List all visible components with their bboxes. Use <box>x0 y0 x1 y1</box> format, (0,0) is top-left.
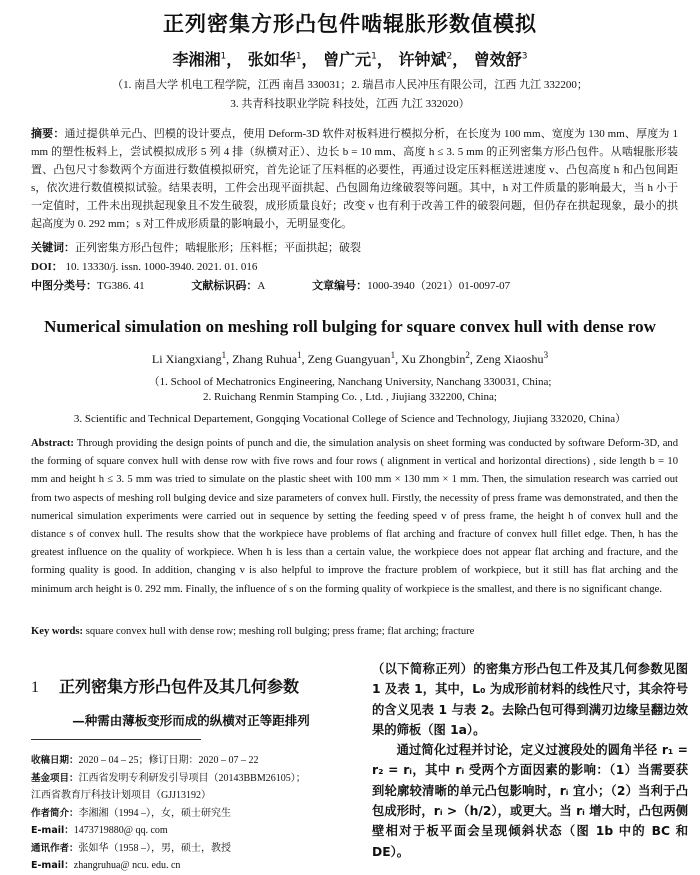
english-keywords <box>31 626 678 637</box>
english-author-list: Li Xiangxiang$^1$, Zhang Ruhua$^1$, Zeng Guangyuan$^1$, Xu Zhongbin$^2$, Zeng Xiaoshu$^3$ <box>151 350 549 366</box>
footnote-line <box>31 857 361 875</box>
footnote-text: 李湘湘（1994 –），女，硕士研究生 <box>78 807 232 819</box>
section-subtitle: —种需由薄板变形而成的纵横对正等距排列 <box>72 713 310 728</box>
doc-code-label: 文献标识码： <box>191 280 258 292</box>
section-number: 1 <box>31 679 39 696</box>
english-affiliation-line: （1. School of Mechatronics Engineering, Nanchang University, Nanchang 330031, China; <box>148 376 552 388</box>
class-label: 中图分类号： <box>31 280 97 292</box>
footnote-text: 1473719880@ qq. com <box>73 825 168 836</box>
author-name: 李湘湘 <box>172 50 221 69</box>
author-name: Xu Zhongbin <box>401 352 466 366</box>
doi-value: 10. 13330/j. issn. 1000-3940. 2021. 01. 016 <box>65 261 258 273</box>
author-affiliation-mark: 3 <box>521 51 528 62</box>
chinese-abstract <box>31 125 678 233</box>
footnote-line <box>31 752 361 770</box>
author-affiliation-mark: 2 <box>446 51 453 62</box>
chinese-affiliation-line: （1. 南昌大学 机电工程学院，江西 南昌 330031；2. 瑞昌市人民冲压有限公司，江西 九江 332200； <box>112 79 588 91</box>
section-heading <box>31 674 351 697</box>
footnote-label: E-mail： <box>31 825 74 836</box>
author-affiliation-mark: 1 <box>220 51 227 62</box>
abstract-text: 通过提供单元凸、凹模的设计要点，使用 Deform-3D 软件对板料进行模拟分析，在长度为 100 mm、宽度为 130 mm、厚度为 1 mm 的塑性板料上，尝试模拟成形 5 列 4 排（纵横对正）、边长 b = 10 mm、高度 h ≤ 3. 5 mm 的正列密集方形凸包件。从啮辊胀形装置、凸包尺寸参数两个方面进行数值模拟研究，首先论证了压料框的必要性，再通过设定压料框送进速度 v、凸包高度 h 和凸包间距 s，依次进行数值模拟试验。结果表明，工件会出现平面拱起、凸包圆角边缘破裂等问题。其中，h 对工件质量的影响最大，当 h 小于一定值时，工件未出现拱起现象且不发生破裂，成形质量良好；改变 v 也有利于改善工件的破裂问题，但仍存在拱起现象，最小的拱起高度为 0. 292 mm；s 对工件成形质量的影响最小，无明显变化。 <box>31 128 678 230</box>
author-name: 许钟斌 <box>398 50 447 69</box>
footnote-line <box>31 805 361 823</box>
english-title: Numerical simulation on meshing roll bulging for square convex hull with dense row <box>44 317 656 336</box>
footnote-label: 作者简介： <box>31 807 79 819</box>
author-name: Li Xiangxiang <box>151 352 222 366</box>
abstract-label: Abstract: <box>31 438 74 449</box>
right-column-body <box>372 659 688 862</box>
author-name: Zeng Xiaoshu <box>475 352 544 366</box>
doi-line <box>31 258 700 276</box>
section-title-text: 正列密集方形凸包件及其几何参数 <box>59 677 300 696</box>
doi-label: DOI： <box>31 261 63 273</box>
author-affiliation-mark: 1 <box>295 51 302 62</box>
footnote-text: 江西省教育厅科技计划项目（GJJ13192） <box>31 790 212 801</box>
footnote-label: 通讯作者： <box>31 842 79 854</box>
author-name: Zeng Guangyuan <box>307 352 391 366</box>
keywords-label: Key words: <box>31 626 84 637</box>
footnote-line <box>31 787 361 805</box>
classification-row <box>31 277 700 295</box>
body-paragraph: 通过简化过程并讨论，定义过渡段处的圆角半径 r₁ = r₂ = rᵢ，其中 rᵢ 受两个方面因素的影响：（1）当需要获到轮廓较清晰的单元凸包影响时，rᵢ 宜小；（2）当利于凸包成形时，rᵢ >（h/2），或更大。当 rᵢ 增大时，凸包两侧壁相对于板平面会呈现倾斜状态（图 1b 中的 BC 和 DE）。 <box>372 743 688 859</box>
keywords-text: square convex hull with dense row; meshing roll bulging; press frame; flat arching; fracture <box>85 626 475 637</box>
chinese-affiliation-line: 3. 共青科技职业学院 科技处，江西 九江 332020） <box>230 98 470 110</box>
author-name: 曾效舒 <box>473 50 522 69</box>
author-affiliation-mark: 1 <box>297 350 302 360</box>
author-affiliation-mark: 3 <box>543 350 549 360</box>
footnote-line <box>31 770 361 788</box>
author-affiliation-mark: 1 <box>390 350 396 360</box>
author-name: 曾广元 <box>323 50 372 69</box>
class-value: TG386. 41 <box>97 280 145 292</box>
footnote-line <box>31 822 361 840</box>
abstract-text: Through providing the design points of punch and die, the simulation analysis on sheet forming was conducted by software Deform-3D, and the forming of square convex hull with dense row with five rows and four rows ( alignment in vertical and horizontal directions) , side length b = 10 mm and height h ≤ 3. 5 mm was tried to simulate on the plastic sheet with 100 mm × 130 mm × 1 mm. Then, the simulation research was carried out from two aspects of meshing roll bulging device and size parameters of convex hull. Firstly, the necessity of press frame was demonstrated, and then the numerical simulation experiments were carried out in sequence by setting the feeding speed v of press frame, the height h of convex hull and the distance s of convex hull. The results show that the workpiece have problems of flat arching and fracture of convex hull fillet edge. Then, h has the greatest influence on the quality of workpiece. When h is less than a certain value, the workpiece does not appear flat arching and fracture, and the forming quality is good. In addition, changing v is also helpful to improve the fracture problem of workpiece, but it still has flat arching and the minimum arch height is 0. 292 mm. Finally, the influence of s on the forming quality of workpiece is the smallest, and there is no significant change. <box>31 438 678 595</box>
abstract-label: 摘要： <box>31 128 65 140</box>
keywords-label: 关键词： <box>31 242 75 254</box>
keywords-text: 正列密集方形凸包件；啮辊胀形；压料框；平面拱起；破裂 <box>75 242 361 254</box>
article-number-label: 文章编号： <box>312 280 368 292</box>
author-affiliation-mark: 1 <box>221 350 227 360</box>
author-affiliation-mark: 1 <box>371 51 377 62</box>
footnote-label: 基金项目： <box>31 772 79 784</box>
english-abstract <box>31 435 678 599</box>
english-affiliation-line: 3. Scientific and Technical Departement, Gongqing Vocational College of Science and Technology, Jiujiang 332020, China） <box>73 413 627 425</box>
footnote-label: E-mail： <box>31 860 74 871</box>
author-affiliation-mark: 2 <box>465 350 470 360</box>
footnote-text: 2020 – 04 – 25；修订日期：2020 – 07 – 22 <box>78 755 259 766</box>
author-name: 张如华 <box>247 50 296 69</box>
author-name: Zhang Ruhua <box>232 352 298 366</box>
footnote-text: 江西省发明专利研发引导项目（20143BBM26105）； <box>78 772 306 784</box>
chinese-author-list: 李湘湘$^1$， 张如华$^1$， 曾广元$^1$， 许钟斌$^2$， 曾效舒$^3$ <box>172 50 528 69</box>
footnote-text: 张如华（1958 –），男，硕士，教授 <box>78 842 232 854</box>
chinese-title: 正列密集方形凸包件啮辊胀形数值模拟 <box>163 12 537 36</box>
english-affiliation-line: 2. Ruichang Renmin Stamping Co. , Ltd. , Jiujiang 332200, China; <box>203 391 497 403</box>
chinese-keywords <box>31 239 700 257</box>
article-number-value: 1000-3940（2021）01-0097-07 <box>367 280 511 292</box>
footnote-line <box>31 840 361 858</box>
doc-code-value: A <box>257 280 266 292</box>
footnote-text: zhangruhua@ ncu. edu. cn <box>73 860 181 871</box>
footnotes <box>31 752 361 875</box>
footnote-divider <box>31 739 201 740</box>
body-paragraph: （以下简称正列）的密集方形凸包工件及其几何参数见图 1 及表 1，其中，L₀ 为成形前材料的线性尺寸，其余符号的含义见表 1 与表 2。去除凸包可得到满刃边缘呈翻边效果的筛板（图 1a）。 <box>372 662 688 737</box>
footnote-label: 收稿日期： <box>31 755 79 766</box>
